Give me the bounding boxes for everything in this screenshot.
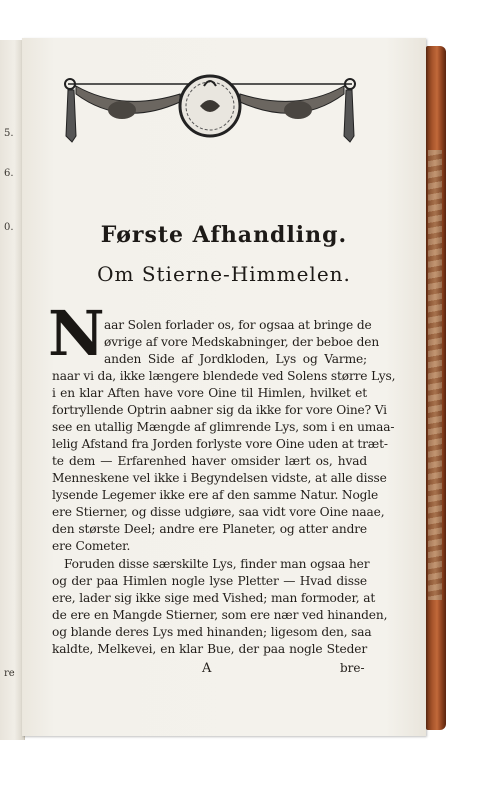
text-line: ere Stierner, og disse udgiøre, saa vidt vore Oine naae, bbox=[52, 505, 385, 519]
catchword: bre- bbox=[340, 661, 365, 675]
text-line: den største Deel; andre ere Planeter, og atter andre bbox=[52, 522, 367, 536]
marbled-spine-panel bbox=[428, 150, 442, 600]
garland-ornament-icon bbox=[62, 72, 358, 152]
text-line: ere Cometer. bbox=[52, 539, 131, 553]
left-margin-mark: 5. bbox=[4, 128, 14, 139]
text-line: Menneskene vel ikke i Begyndelsen vidste, at alle disse bbox=[52, 471, 387, 485]
text-line: de ere en Mangde Stierner, som ere nær ved hinanden, bbox=[52, 608, 388, 622]
left-margin-mark: 6. bbox=[4, 168, 14, 179]
text-line: lelig Afstand fra Jorden forlyste vore Oine uden at træt- bbox=[52, 437, 388, 451]
chapter-title: Første Afhandling. bbox=[100, 222, 348, 248]
text-line: og blande deres Lys med hinanden; ligesom den, saa bbox=[52, 625, 372, 639]
left-margin-mark: 0. bbox=[4, 222, 14, 233]
drop-cap-letter: N bbox=[48, 297, 105, 370]
chapter-subtitle: Om Stierne-Himmelen. bbox=[97, 262, 351, 286]
text-line: aar Solen forlader os, for ogsaa at bringe de bbox=[104, 318, 372, 332]
text-line: kaldte, Melkevei, en klar Bue, der paa nogle Steder bbox=[52, 642, 367, 656]
text-line: øvrige af vore Medskabninger, der beboe den bbox=[104, 335, 380, 349]
signature-mark: A bbox=[202, 661, 212, 676]
text-line: lysende Legemer ikke ere af den samme Natur. Nogle bbox=[52, 488, 379, 502]
text-line: te dem — Erfarenhed haver omsider lært os, hvad bbox=[52, 454, 367, 468]
text-line: see en utallig Mængde af glimrende Lys, som i en umaa- bbox=[52, 420, 395, 434]
text-line: anden Side af Jordkloden, Lys og Varme; bbox=[104, 352, 367, 366]
text-line: naar vi da, ikke længere blendede ved Solens større Lys, bbox=[52, 369, 396, 383]
text-line: i en klar Aften have vore Oine til Himlen, hvilket et bbox=[52, 386, 367, 400]
text-line: fortryllende Optrin aabner sig da ikke for vore Oine? Vi bbox=[52, 403, 387, 417]
text-line: ere, lader sig ikke sige med Vished; man formoder, at bbox=[52, 591, 376, 605]
text-line: Foruden disse særskilte Lys, finder man ogsaa her bbox=[64, 557, 370, 571]
text-line: og der paa Himlen nogle lyse Pletter — Hvad disse bbox=[52, 574, 367, 588]
left-margin-mark: re bbox=[4, 668, 15, 679]
